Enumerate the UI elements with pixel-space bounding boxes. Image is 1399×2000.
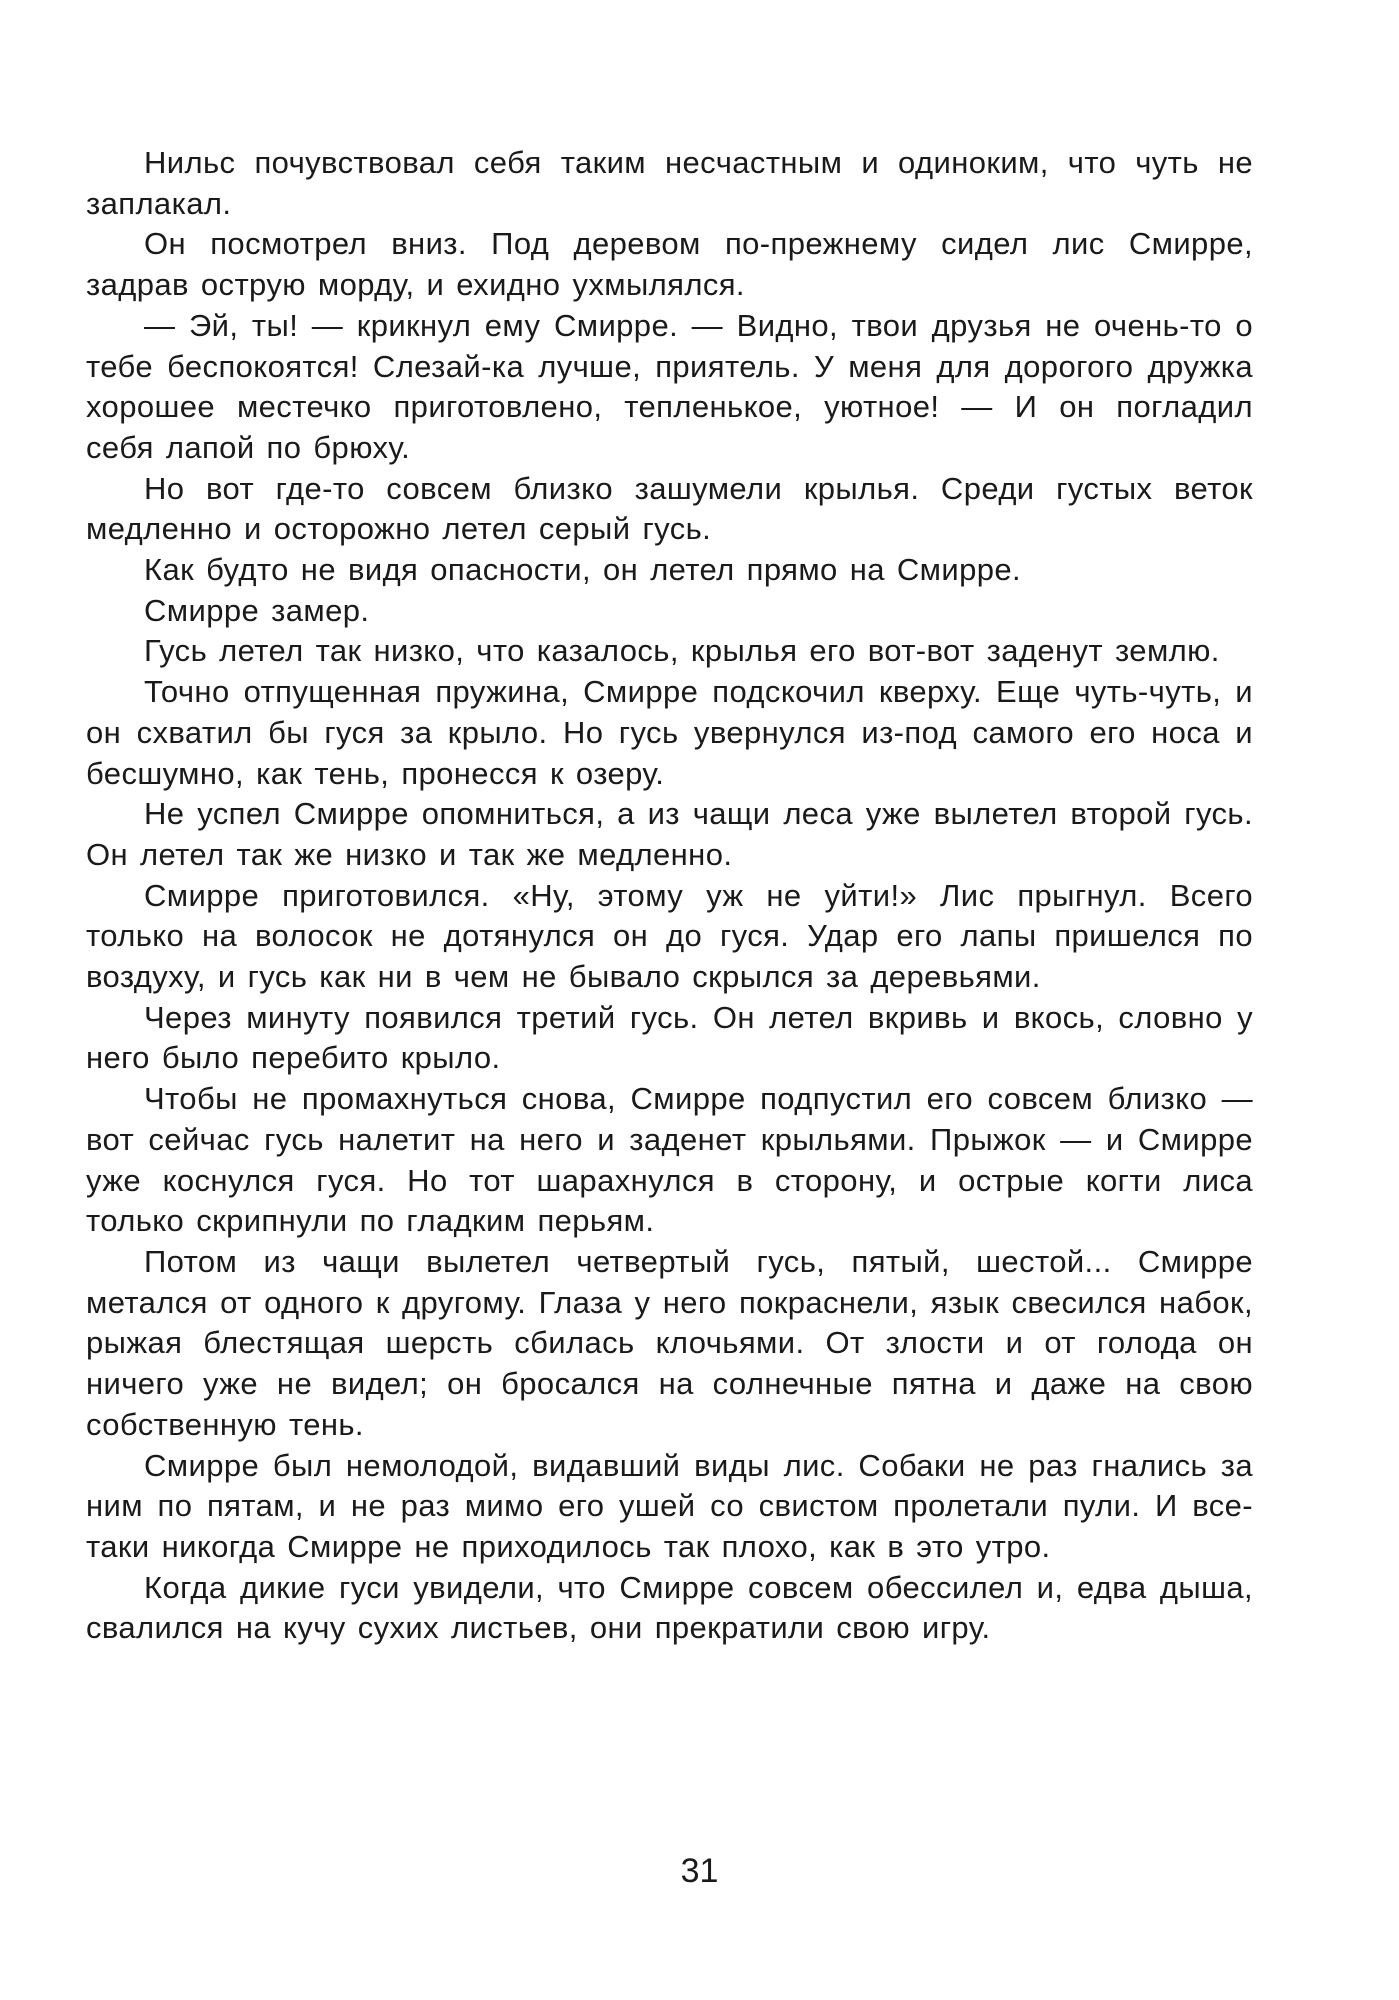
paragraph: Когда дикие гуси увидели, что Смирре совсем обессилел и, едва дыша, свалился на кучу сухих листьев, они прекратили свою игру. (86, 1569, 1253, 1646)
paragraph: Смирре был немолодой, видавший виды лис. Собаки не раз гнались за ним по пятам, и не раз мимо его ушей со свистом пролетали пули. И все-таки никогда Смирре не приходилось так плохо, как в это утро. (86, 1447, 1253, 1564)
paragraph: Гусь летел так низко, что казалось, крылья его вот-вот заденут землю. (144, 633, 1220, 669)
paragraph: Точно отпущенная пружина, Смирре подскочил кверху. Еще чуть-чуть, и он схватил бы гуся за крыло. Но гусь увернулся из-под самого его носа и бесшумно, как тень, пронесся к озеру. (86, 674, 1253, 791)
paragraph: Смирре приготовился. «Ну, этому уж не уйти!» Лис прыгнул. Всего только на волосок не дотянулся он до гуся. Удар его лапы пришелся по воздуху, и гусь как ни в чем не бывало скрылся за деревьями. (86, 877, 1253, 995)
page-number: 31 (680, 1852, 719, 1890)
paragraph: Нильс почувствовал себя таким несчастным и одиноким, что чуть не заплакал. (86, 145, 1253, 221)
paragraph: Как будто не видя опасности, он летел прямо на Смирре. (144, 552, 1022, 588)
paragraph: Чтобы не промахнуться снова, Смирре подпустил его совсем близко — вот сейчас гусь налетит на него и заденет крыльями. Прыжок — и Смирре уже коснулся гуся. Но тот шарахнулся в сторону, и острые когти лиса только скрипнули по гладким перьям. (86, 1081, 1253, 1239)
paragraph: Он посмотрел вниз. Под деревом по-прежнему сидел лис Смирре, задрав острую морду, и ехидно ухмылялся. (86, 226, 1253, 303)
paragraph: Через минуту появился третий гусь. Он летел вкривь и вкось, словно у него было перебито крыло. (86, 999, 1253, 1076)
paragraph: Но вот где-то совсем близко зашумели крылья. Среди густых веток медленно и осторожно летел серый гусь. (86, 470, 1253, 547)
paragraph: — Эй, ты! — крикнул ему Смирре. — Видно, твои друзья не очень-то о тебе беспокоятся! Слезай-ка лучше, приятель. У меня для дорогого дружка хорошее местечко приготовлено, тепленькое, уютное! — И он погладил себя лапой по брюху. (86, 307, 1253, 465)
story-text (86, 143, 1253, 1649)
paragraph: Потом из чащи вылетел четвертый гусь, пятый, шестой... Смирре метался от одного к другому. Глаза у него покраснели, язык свесился набок, рыжая блестящая шерсть сбилась клочьями. От злости и от голода он ничего уже не видел; он бросался на солнечные пятна и даже на свою собственную тень. (86, 1243, 1253, 1442)
paragraph: Смирре замер. (144, 592, 370, 628)
paragraph: Не успел Смирре опомниться, а из чащи леса уже вылетел второй гусь. Он летел так же низко и так же медленно. (86, 796, 1253, 872)
